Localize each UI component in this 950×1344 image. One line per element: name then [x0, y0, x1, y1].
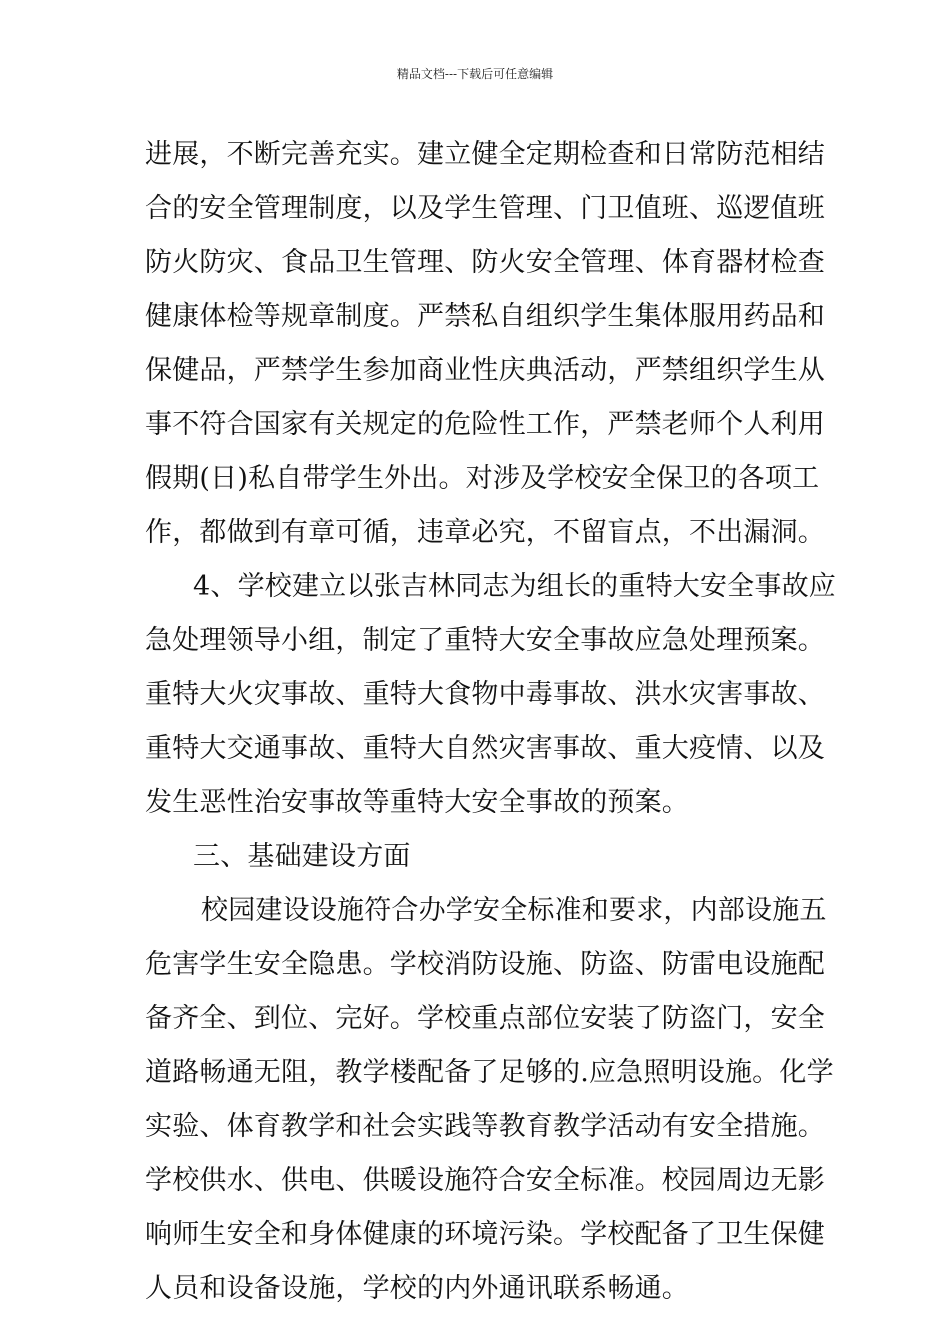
document-body: [145, 128, 836, 1316]
page-header: 精品文档---下载后可任意编辑: [396, 67, 554, 81]
text-line: 重特大火灾事故、重特大食物中毒事故、洪水灾害事故、: [145, 679, 825, 710]
text-line: 保健品，严禁学生参加商业性庆典活动，严禁组织学生从: [145, 355, 825, 386]
paragraph-start-line: 4、学校建立以张吉林同志为组长的重特大安全事故应: [193, 571, 836, 602]
text-line: 作，都做到有章可循，违章必究，不留盲点，不出漏洞。: [145, 517, 825, 548]
text-line: 发生恶性治安事故等重特大安全事故的预案。: [145, 787, 689, 818]
text-line: 假期(日)私自带学生外出。对涉及学校安全保卫的各项工: [145, 463, 820, 494]
text-line: 人员和设备设施，学校的内外通讯联系畅通。: [145, 1273, 689, 1304]
text-line: 合的安全管理制度，以及学生管理、门卫值班、巡逻值班: [145, 193, 825, 224]
text-line: 防火防灾、食品卫生管理、防火安全管理、体育器材检查: [145, 247, 825, 278]
text-line: 备齐全、到位、完好。学校重点部位安装了防盗门，安全: [145, 1003, 825, 1034]
text-line: 实验、体育教学和社会实践等教育教学活动有安全措施。: [145, 1111, 825, 1142]
text-line: 道路畅通无阻，教学楼配备了足够的.应急照明设施。化学: [145, 1057, 834, 1088]
text-line: 响师生安全和身体健康的环境污染。学校配备了卫生保健: [145, 1219, 825, 1250]
text-line: 进展，不断完善充实。建立健全定期检查和日常防范相结: [145, 139, 825, 170]
text-line: 学校供水、供电、供暖设施符合安全标准。校园周边无影: [145, 1165, 825, 1196]
text-line: 危害学生安全隐患。学校消防设施、防盗、防雷电设施配: [145, 949, 825, 980]
text-line: 事不符合国家有关规定的危险性工作，严禁老师个人利用: [145, 409, 825, 440]
section-heading: 三、基础建设方面: [193, 841, 411, 872]
text-line: 急处理领导小组，制定了重特大安全事故应急处理预案。: [145, 625, 825, 656]
text-line: 健康体检等规章制度。严禁私自组织学生集体服用药品和: [145, 301, 825, 332]
text-line: 重特大交通事故、重特大自然灾害事故、重大疫情、以及: [145, 733, 825, 764]
paragraph-start-line: 校园建设设施符合办学安全标准和要求，内部设施五: [201, 895, 827, 926]
